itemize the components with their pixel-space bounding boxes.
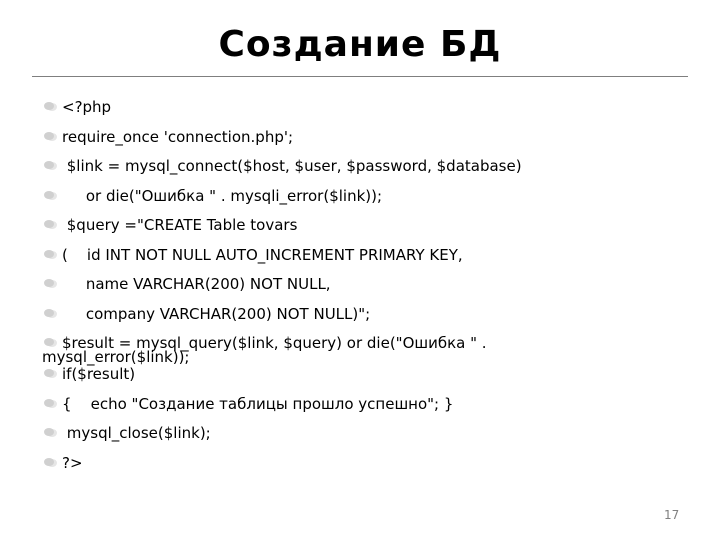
code-line — [42, 215, 702, 245]
code-line — [42, 186, 702, 216]
code-line-text: { echo "Создание таблицы прошло успешно"; } — [62, 394, 454, 413]
code-line-text: if($result) — [62, 365, 136, 383]
bullet-icon — [42, 277, 58, 289]
code-line — [42, 156, 702, 186]
bullet-icon — [42, 218, 58, 230]
code-line — [42, 423, 702, 453]
code-line-text: or die("Ошибка " . mysqli_error($link)); — [62, 186, 383, 205]
bullet-icon — [42, 397, 58, 409]
title-divider — [32, 76, 688, 77]
bullet-icon — [42, 248, 58, 260]
bullet-icon — [42, 159, 58, 171]
code-line-text: require_once 'connection.php'; — [62, 127, 294, 146]
code-line-text: $link = mysql_connect($host, $user, $password, $database) — [62, 157, 522, 175]
code-line-text: <?php — [62, 98, 112, 116]
bullet-icon — [42, 189, 58, 201]
code-line-text: ?> — [62, 453, 83, 472]
bullet-icon — [42, 100, 58, 112]
code-line-text: mysql_close($link); — [62, 424, 211, 442]
code-line — [42, 127, 702, 157]
bullet-icon — [42, 130, 58, 142]
slide-title: Создание БД — [218, 24, 502, 65]
code-line — [42, 304, 702, 334]
bullet-icon — [42, 456, 58, 468]
code-line — [42, 333, 702, 364]
bullet-icon — [42, 307, 58, 319]
code-line — [42, 364, 702, 394]
code-line-text: $result = mysql_query($link, $query) or die("Ошибка " . — [62, 334, 487, 352]
code-line-text: ( id INT NOT NULL AUTO_INCREMENT PRIMARY KEY, — [62, 245, 463, 264]
code-line — [42, 97, 702, 127]
code-line-text: company VARCHAR(200) NOT NULL)"; — [62, 304, 371, 323]
code-line — [42, 394, 702, 424]
bullet-icon — [42, 367, 58, 379]
code-line — [42, 245, 702, 275]
code-line — [42, 274, 702, 304]
code-line-text: $query ="CREATE Table tovars — [62, 216, 298, 234]
code-line-text: name VARCHAR(200) NOT NULL, — [62, 275, 331, 293]
code-listing — [42, 97, 702, 482]
code-line — [42, 453, 702, 483]
page-number: 17 — [664, 508, 680, 522]
code-line-continuation: mysql_error($link)); — [42, 348, 190, 366]
bullet-icon — [42, 426, 58, 438]
